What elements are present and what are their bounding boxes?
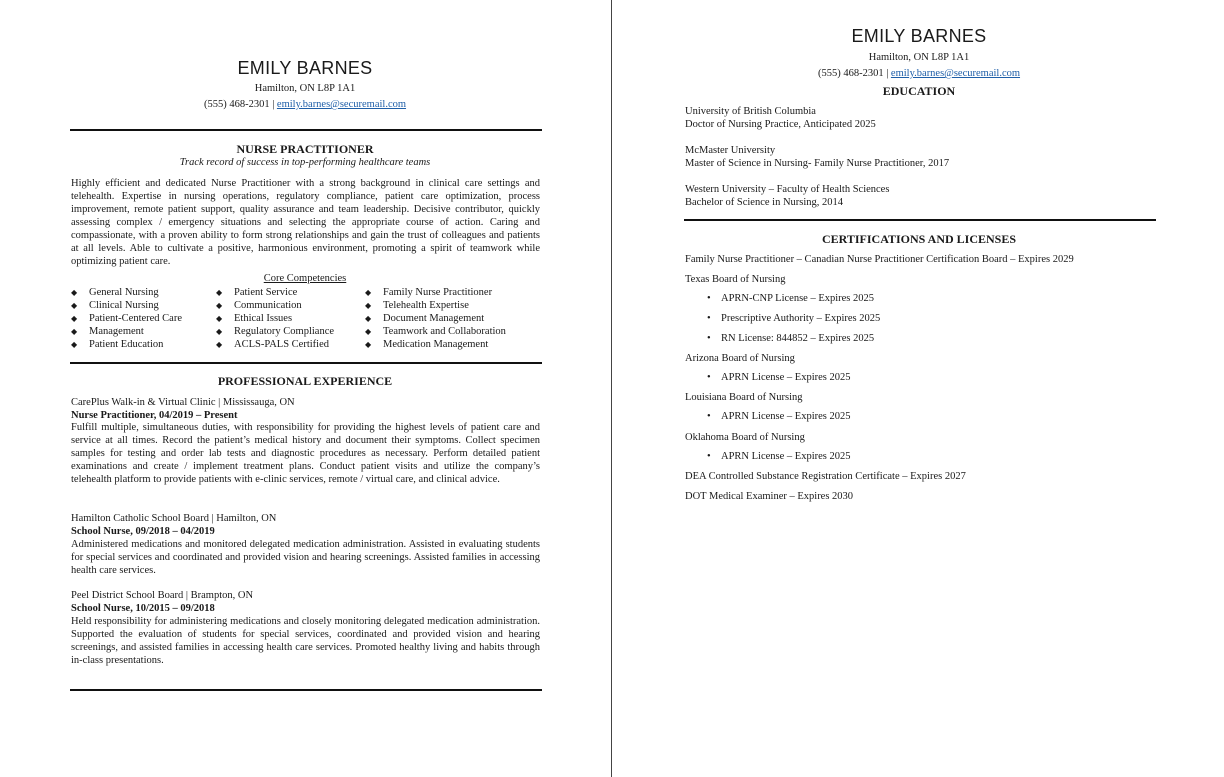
phone-number: (555) 468-2301 | [203, 99, 275, 110]
texas-license-list [707, 293, 1147, 353]
job-3-description: Held responsibility for administering medications and closely monitoring delegated medication administration. Supported the evaluation of students for special services, coordinated and provided vision and hearing screenings, and assisted families in accessing health care services. Promoted healthy living and habits through in-class presentations. [71, 616, 540, 666]
dot-examiner: DOT Medical Examiner – Expires 2030 [685, 491, 854, 502]
candidate-name: EMILY BARNES [237, 58, 373, 78]
experience-heading: PROFESSIONAL EXPERIENCE [217, 374, 393, 388]
summary-paragraph: Highly efficient and dedicated Nurse Practitioner with a strong background in clinical care settings and telehealth. Expertise in nursing operations, regulatory compliance, patient care optimization, process improvement, remote patient support, quality assurance and team leadership. Decisive contributor, quickly assessing complex / emergency situations and selecting the appropriate course of action. Caring and compassionate, with a proven ability to form strong relationships and gain the trust of colleagues and patients at all levels. Able to cultivate a positive, harmonious environment, promoting a spirit of teamwork while optimizing patient care. [71, 178, 540, 267]
candidate-location-page-2: Hamilton, ON L8P 1A1 [868, 52, 970, 63]
license-item: • APRN License – Expires 2025 [707, 372, 1147, 383]
competency-item: ◆ Patient-Centered Care [71, 312, 216, 325]
oklahoma-board-label: Oklahoma Board of Nursing [685, 432, 805, 443]
competency-item: ◆ Family Nurse Practitioner [365, 286, 543, 299]
oklahoma-license-list [707, 451, 1147, 462]
contact-line-page-2 [684, 68, 1154, 79]
certification-fnp: Family Nurse Practitioner – Canadian Nurse Practitioner Certification Board – Expires 2029 [685, 254, 1074, 265]
education-heading: EDUCATION [882, 84, 956, 98]
job-3-role: School Nurse, 10/2015 – 09/2018 [71, 603, 215, 614]
competencies-column-3 [365, 286, 543, 351]
texas-board-label: Texas Board of Nursing [685, 274, 786, 285]
phone-number: (555) 468-2301 | [817, 68, 889, 79]
competency-item: ◆ Clinical Nursing [71, 299, 216, 312]
competency-item: ◆ Management [71, 325, 216, 338]
header-divider [70, 129, 542, 131]
license-item: • APRN License – Expires 2025 [707, 451, 1147, 462]
competency-item: ◆ Medication Management [365, 338, 543, 351]
job-title-heading: NURSE PRACTITIONER [236, 142, 374, 156]
dea-certificate: DEA Controlled Substance Registration Certificate – Expires 2027 [685, 471, 966, 482]
competency-item: ◆ Document Management [365, 312, 543, 325]
louisiana-license-list [707, 411, 1147, 422]
job-2-employer: Hamilton Catholic School Board | Hamilton, ON [71, 513, 277, 524]
tagline: Track record of success in top-performing healthcare teams [179, 157, 431, 168]
arizona-board-label: Arizona Board of Nursing [685, 353, 795, 364]
license-item: • APRN-CNP License – Expires 2025 [707, 293, 1147, 313]
job-2-description: Administered medications and monitored delegated medication administration. Assisted in evaluating students for special services and coordinated and provided vision and hearing screenings. Assisted families in accessing health care services. [71, 539, 540, 576]
competency-item: ◆ Ethical Issues [216, 312, 364, 325]
education-school: University of British Columbia [685, 106, 816, 117]
competency-item: ◆ Communication [216, 299, 364, 312]
competency-item: ◆ ACLS-PALS Certified [216, 338, 364, 351]
license-item: • Prescriptive Authority – Expires 2025 [707, 313, 1147, 333]
competency-item: ◆ Teamwork and Collaboration [365, 325, 543, 338]
page-divider [611, 0, 612, 777]
candidate-name-page-2: EMILY BARNES [851, 26, 987, 46]
competency-item: ◆ Telehealth Expertise [365, 299, 543, 312]
job-2-role: School Nurse, 09/2018 – 04/2019 [71, 526, 215, 537]
email-link[interactable]: emily.barnes@securemail.com [276, 99, 407, 110]
competency-item: ◆ General Nursing [71, 286, 216, 299]
license-item: • RN License: 844852 – Expires 2025 [707, 333, 1147, 353]
competencies-divider [70, 362, 542, 364]
contact-line [70, 99, 540, 110]
certifications-heading: CERTIFICATIONS AND LICENSES [821, 232, 1017, 246]
job-3-employer: Peel District School Board | Brampton, ON [71, 590, 254, 601]
competency-item: ◆ Regulatory Compliance [216, 325, 364, 338]
competency-item: ◆ Patient Service [216, 286, 364, 299]
license-item: • APRN License – Expires 2025 [707, 411, 1147, 422]
competencies-column-2 [216, 286, 364, 351]
education-school: Western University – Faculty of Health Sciences [685, 184, 890, 195]
job-1-description: Fulfill multiple, simultaneous duties, with responsibility for providing the highest levels of patient care and service at all times. Record the patient’s medical history and document their symptoms. Collect specimen samples for testing and order lab tests and diagnostic procedures as necessary. Perform detailed patient examinations and create / implement treatment plans. Conduct patient visits and utilize the company’s telehealth platform to provide patients with e-clinic services, remote / virtual care, and clinical advice. [71, 422, 540, 485]
education-degree: Doctor of Nursing Practice, Anticipated 2025 [685, 119, 876, 130]
arizona-license-list [707, 372, 1147, 383]
competency-item: ◆ Patient Education [71, 338, 216, 351]
competencies-column-1 [71, 286, 216, 351]
email-link[interactable]: emily.barnes@securemail.com [890, 68, 1021, 79]
competencies-title: Core Competencies [263, 273, 347, 284]
job-1-role: Nurse Practitioner, 04/2019 – Present [71, 410, 238, 421]
education-degree: Master of Science in Nursing- Family Nurse Practitioner, 2017 [685, 158, 950, 169]
education-degree: Bachelor of Science in Nursing, 2014 [685, 197, 844, 208]
footer-divider [70, 689, 542, 691]
job-1-employer: CarePlus Walk-in & Virtual Clinic | Mississauga, ON [71, 397, 295, 408]
education-divider [684, 219, 1156, 221]
education-school: McMaster University [685, 145, 776, 156]
candidate-location: Hamilton, ON L8P 1A1 [254, 83, 356, 94]
louisiana-board-label: Louisiana Board of Nursing [685, 392, 803, 403]
